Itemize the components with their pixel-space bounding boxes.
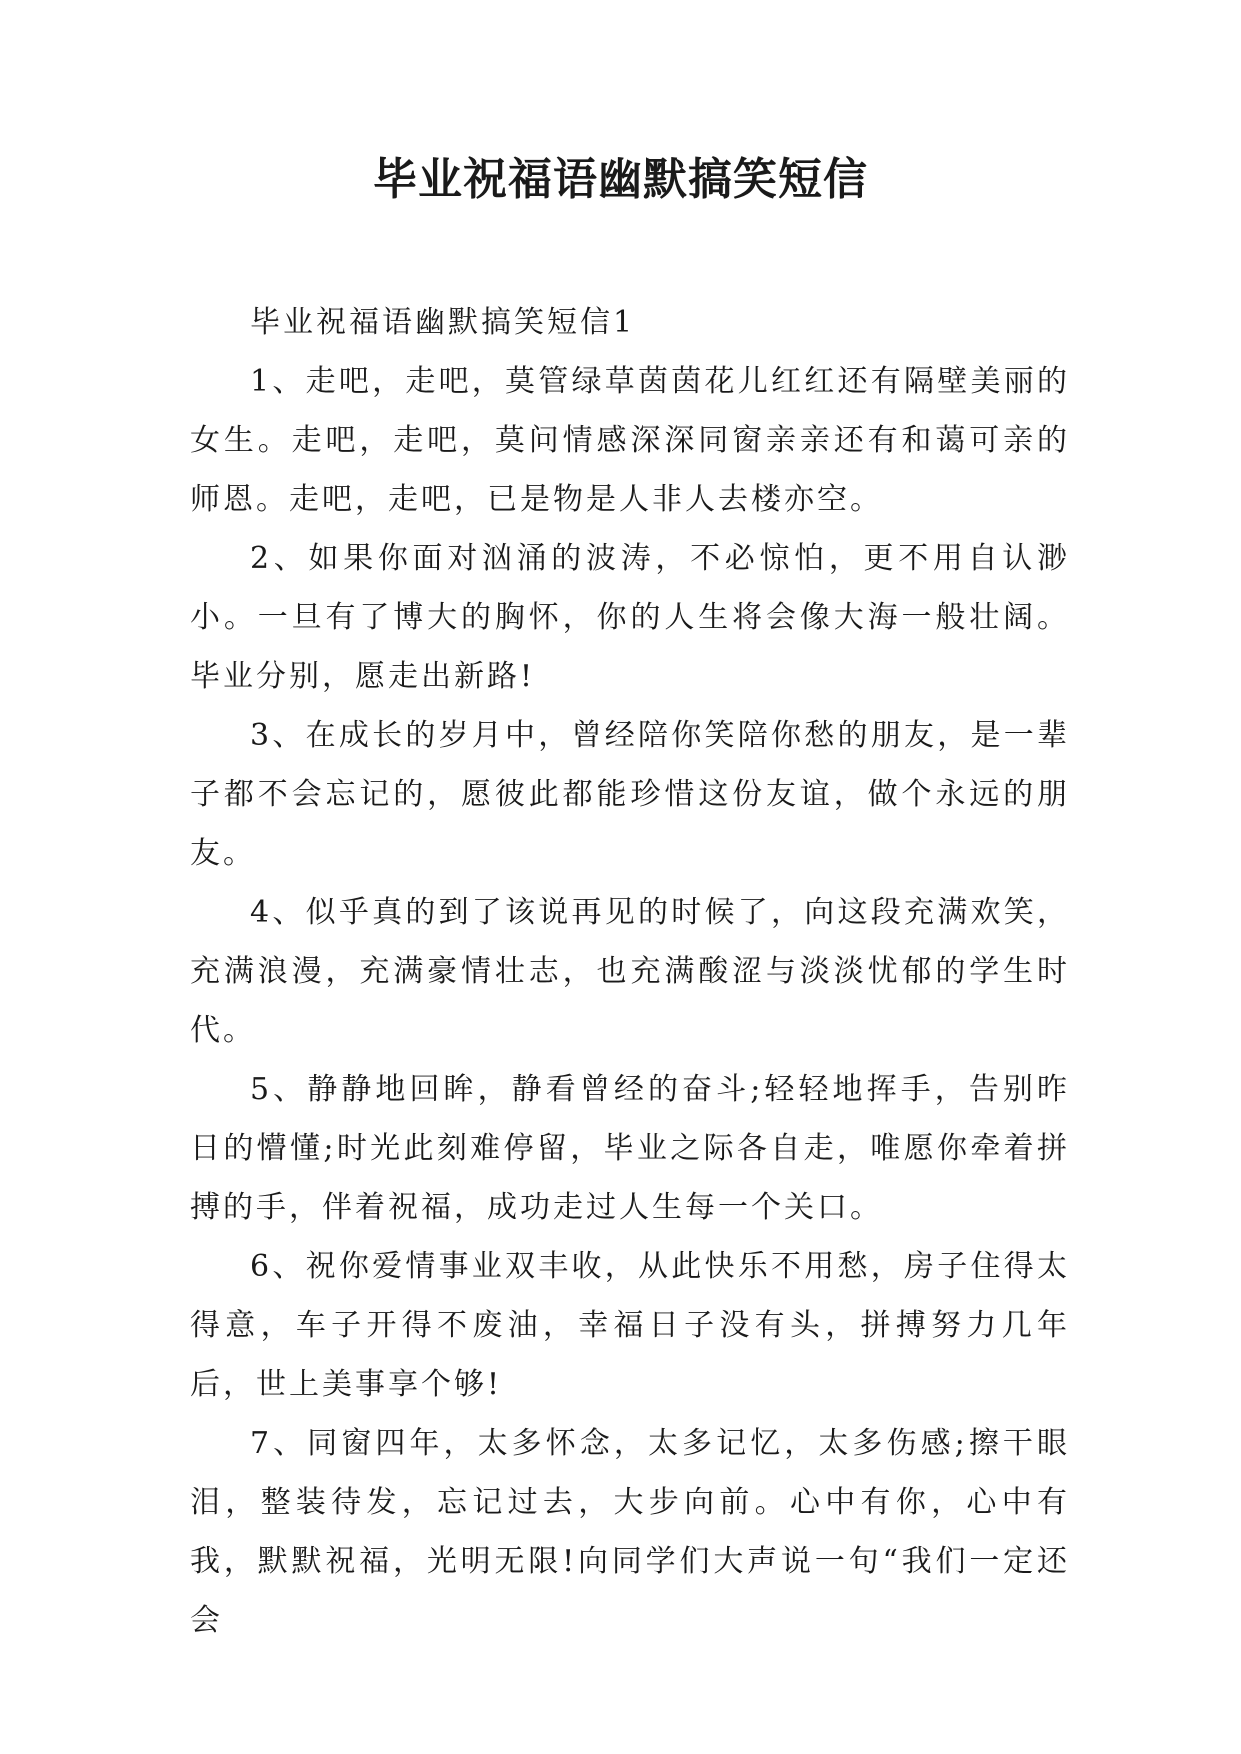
document-title: 毕业祝福语幽默搞笑短信 (373, 154, 868, 205)
section-heading: 毕业祝福语幽默搞笑短信1 (250, 305, 636, 340)
paragraph-5: 5、静静地回眸，静看曾经的奋斗;轻轻地挥手，告别昨日的懵懂;时光此刻难停留，毕业之际各自走，唯愿你牵着拼搏的手，伴着祝福，成功走过人生每一个关口。 (190, 1072, 1070, 1225)
paragraph-6: 6、祝你爱情事业双丰收，从此快乐不用愁，房子住得太得意，车子开得不废油，幸福日子没有头，拼搏努力几年后，世上美事享个够! (190, 1249, 1070, 1402)
paragraph-3: 3、在成长的岁月中，曾经陪你笑陪你愁的朋友，是一辈子都不会忘记的，愿彼此都能珍惜这份友谊，做个永远的朋友。 (190, 718, 1070, 871)
document-body (190, 293, 1070, 1650)
paragraph-4: 4、似乎真的到了该说再见的时候了，向这段充满欢笑，充满浪漫，充满豪情壮志，也充满酸涩与淡淡忧郁的学生时代。 (190, 895, 1070, 1048)
paragraph-1: 1、走吧，走吧，莫管绿草茵茵花儿红红还有隔壁美丽的女生。走吧，走吧，莫问情感深深同窗亲亲还有和蔼可亲的师恩。走吧，走吧，已是物是人非人去楼亦空。 (190, 364, 1070, 517)
paragraph-2: 2、如果你面对汹涌的波涛，不必惊怕，更不用自认渺小。一旦有了博大的胸怀，你的人生将会像大海一般壮阔。毕业分别，愿走出新路! (190, 541, 1070, 694)
paragraph-7: 7、同窗四年，太多怀念，太多记忆，太多伤感;擦干眼泪，整装待发，忘记过去，大步向前。心中有你，心中有我，默默祝福，光明无限!向同学们大声说一句“我们一定还会 (190, 1426, 1070, 1638)
